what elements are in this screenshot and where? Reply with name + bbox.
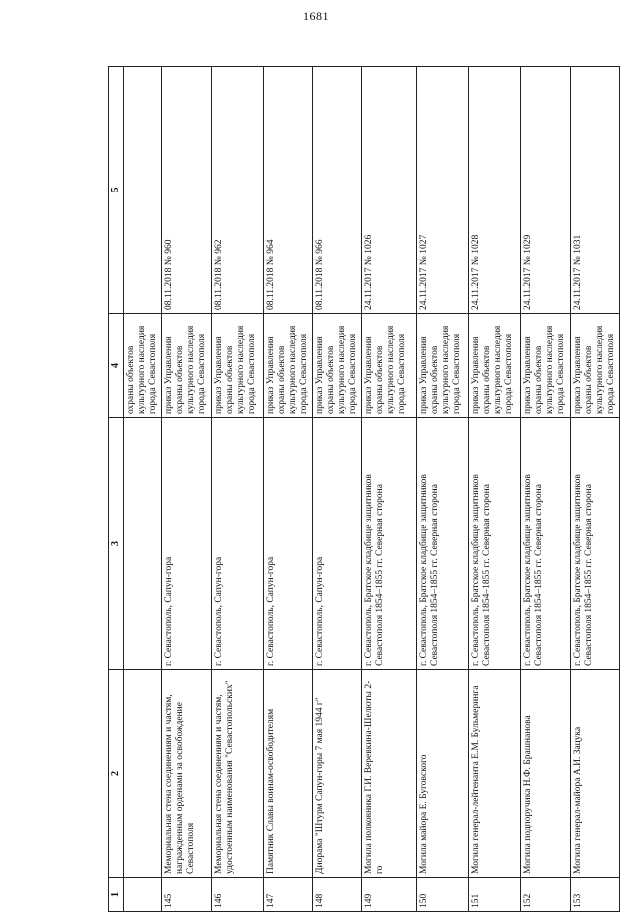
cell-date: 24.11.2017 № 1027 — [417, 67, 469, 314]
cell-location: г. Севастополь, Братское кладбище защитников Севастополя 1854–1855 гг. Северная сторона — [362, 418, 417, 670]
cell-number — [124, 878, 162, 912]
cell-date: 08.11.2018 № 960 — [162, 67, 212, 314]
cell-location: г. Севастополь, Сапун-гора — [212, 418, 264, 670]
cell-name: Мемориальная стена соединениям и частям, удостоенным наименования "Севастопольских" — [212, 670, 264, 878]
table-row — [469, 67, 521, 912]
cell-date: 24.11.2017 № 1029 — [521, 67, 571, 314]
continuation-row — [124, 67, 162, 912]
cell-date: 24.11.2017 № 1031 — [571, 67, 620, 314]
cell-number: 150 — [417, 878, 469, 912]
table-row — [362, 67, 417, 912]
heritage-objects-table — [108, 66, 620, 912]
cell-location: г. Севастополь, Сапун-гора — [264, 418, 313, 670]
heritage-table-rotated — [108, 67, 617, 912]
cell-location: г. Севастополь, Сапун-гора — [162, 418, 212, 670]
cell-number: 148 — [313, 878, 362, 912]
cell-date: 08.11.2018 № 966 — [313, 67, 362, 314]
cell-location — [124, 418, 162, 670]
table-row — [212, 67, 264, 912]
cell-name: Могила подпоручика Н.Ф. Брашнанова — [521, 670, 571, 878]
cell-name: Мемориальная стена соединениям и частям, награжденным орденами за освобождение Севастополя — [162, 670, 212, 878]
cell-document: приказ Управления охраны объектов культурного наследия города Севастополя — [313, 314, 362, 418]
table-row — [264, 67, 313, 912]
cell-date — [124, 67, 162, 314]
cell-number: 149 — [362, 878, 417, 912]
cell-number: 145 — [162, 878, 212, 912]
header-col-3: 3 — [109, 418, 124, 670]
table-row — [162, 67, 212, 912]
cell-location: г. Севастополь, Братское кладбище защитников Севастополя 1854–1855 гг. Северная сторона — [521, 418, 571, 670]
cell-name: Памятник Славы воинам-освободителям — [264, 670, 313, 878]
header-col-2: 2 — [109, 670, 124, 878]
table-row — [571, 67, 620, 912]
cell-document: приказ Управления охраны объектов культурного наследия города Севастополя — [162, 314, 212, 418]
cell-date: 24.11.2017 № 1026 — [362, 67, 417, 314]
cell-date: 08.11.2018 № 964 — [264, 67, 313, 314]
table-row — [417, 67, 469, 912]
cell-document: приказ Управления охраны объектов культурного наследия города Севастополя — [362, 314, 417, 418]
cell-date: 24.11.2017 № 1028 — [469, 67, 521, 314]
cell-document: приказ Управления охраны объектов культурного наследия города Севастополя — [417, 314, 469, 418]
cell-name: Могила генерал-лейтенанта Е.М. Бульмеринга — [469, 670, 521, 878]
cell-number: 151 — [469, 878, 521, 912]
cell-location: г. Севастополь, Братское кладбище защитников Севастополя 1854–1855 гг. Северная сторона — [469, 418, 521, 670]
cell-number: 147 — [264, 878, 313, 912]
cell-name: Могила полковника Г.И. Веревкина-Шелюты 2-го — [362, 670, 417, 878]
cell-date: 08.11.2018 № 962 — [212, 67, 264, 314]
header-col-4: 4 — [109, 314, 124, 418]
header-col-5: 5 — [109, 67, 124, 314]
page-number: 1681 — [303, 9, 329, 23]
cell-document: приказ Управления охраны объектов культурного наследия города Севастополя — [212, 314, 264, 418]
cell-location: г. Севастополь, Братское кладбище защитников Севастополя 1854–1855 гг. Северная сторона — [417, 418, 469, 670]
cell-document: приказ Управления охраны объектов культурного наследия города Севастополя — [571, 314, 620, 418]
cell-document: приказ Управления охраны объектов культурного наследия города Севастополя — [521, 314, 571, 418]
header-col-1: 1 — [109, 878, 124, 912]
cell-document: охраны объектов культурного наследия города Севастополя — [124, 314, 162, 418]
table-row — [313, 67, 362, 912]
cell-name — [124, 670, 162, 878]
cell-location: г. Севастополь, Сапун-гора — [313, 418, 362, 670]
cell-name: Могила генерал-майора А.И. Зацука — [571, 670, 620, 878]
cell-document: приказ Управления охраны объектов культурного наследия города Севастополя — [469, 314, 521, 418]
table-row — [521, 67, 571, 912]
cell-number: 153 — [571, 878, 620, 912]
cell-number: 146 — [212, 878, 264, 912]
cell-location: г. Севастополь, Братское кладбище защитников Севастополя 1854–1855 гг. Северная сторона — [571, 418, 620, 670]
header-row — [109, 67, 124, 912]
cell-number: 152 — [521, 878, 571, 912]
cell-name: Диорама "Штурм Сапун-горы 7 мая 1944 г" — [313, 670, 362, 878]
cell-name: Могила майора Е. Буговского — [417, 670, 469, 878]
cell-document: приказ Управления охраны объектов культурного наследия города Севастополя — [264, 314, 313, 418]
